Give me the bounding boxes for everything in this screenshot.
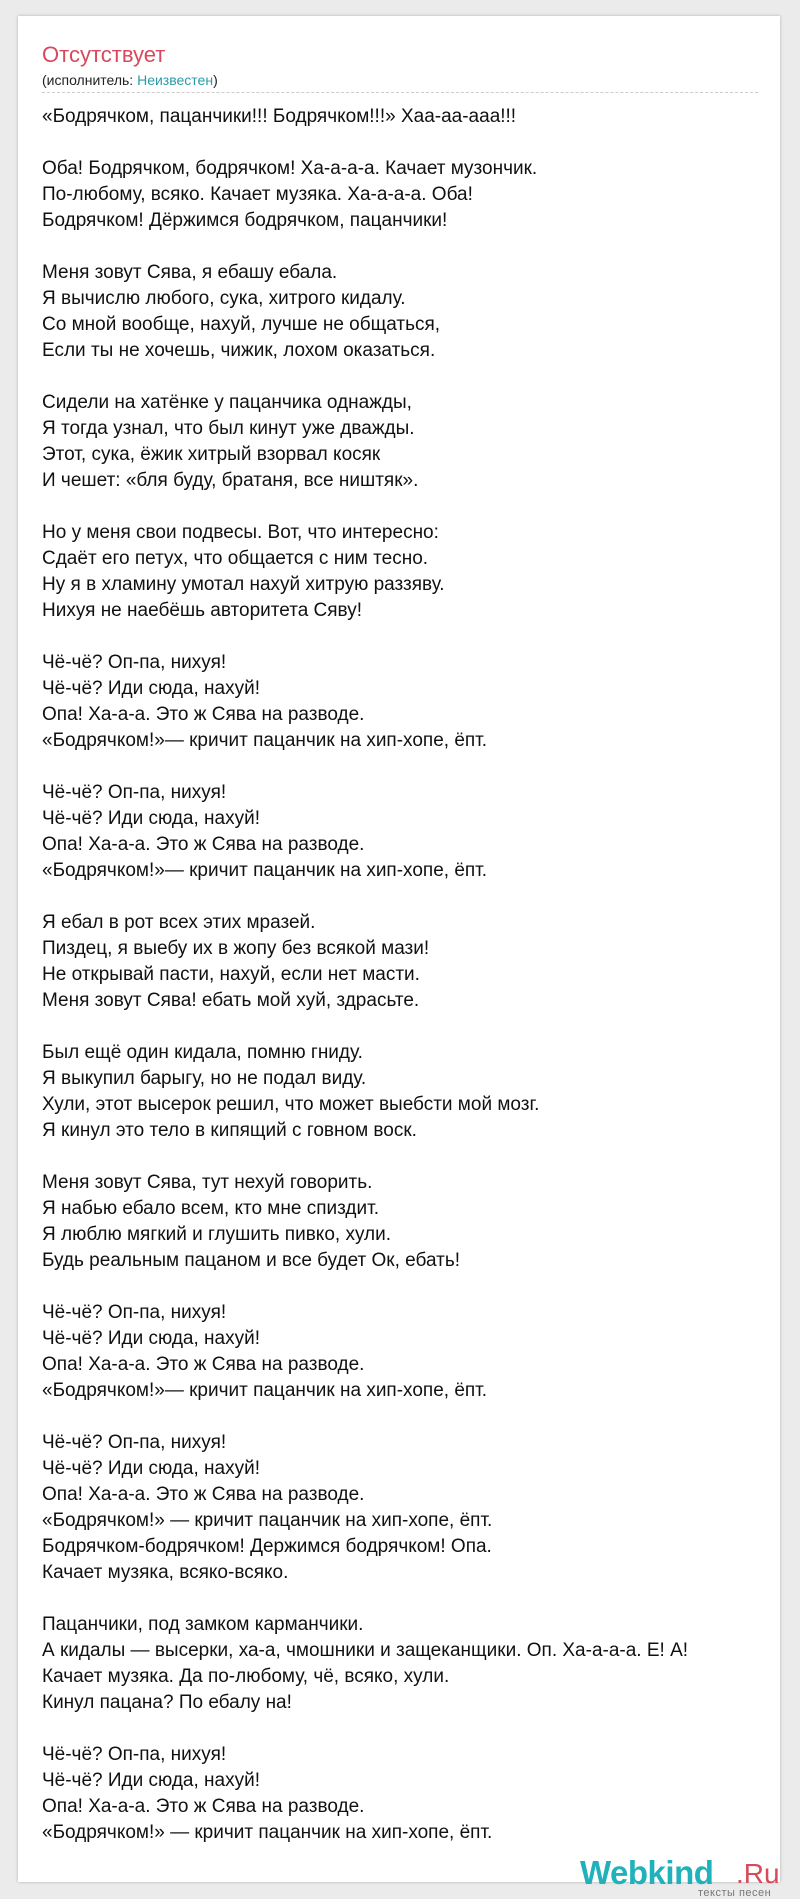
lyrics-line: Я выкупил барыгу, но не подал виду. bbox=[42, 1068, 367, 1089]
lyrics-line: Опа! Ха-а-а. Это ж Сява на разводе. bbox=[42, 704, 365, 725]
lyrics-line: Если ты не хочешь, чижик, лохом оказаться. bbox=[42, 340, 436, 361]
lyrics-line: Чё-чё? Иди сюда, нахуй! bbox=[42, 1770, 260, 1791]
lyrics-line: Чё-чё? Оп-па, нихуя! bbox=[42, 1432, 227, 1453]
lyrics-line: Кинул пацана? По ебалу на! bbox=[42, 1692, 292, 1713]
artist-line bbox=[42, 72, 218, 88]
lyrics-stanza bbox=[42, 1430, 762, 1586]
lyrics-stanza bbox=[42, 650, 762, 754]
artist-prefix: (исполнитель: bbox=[42, 72, 138, 88]
lyrics-line: Опа! Ха-а-а. Это ж Сява на разводе. bbox=[42, 1354, 365, 1375]
lyrics-line: Пацанчики, под замком карманчики. bbox=[42, 1614, 364, 1635]
lyrics-line: Но у меня свои подвесы. Вот, что интересно: bbox=[42, 522, 439, 543]
lyrics-line: Со мной вообще, нахуй, лучше не общаться, bbox=[42, 314, 441, 335]
artist-link[interactable]: Неизвестен bbox=[137, 72, 214, 88]
lyrics-line: Бодрячком! Дёржимся бодрячком, пацанчики! bbox=[42, 210, 448, 231]
lyrics-line: «Бодрячком!»— кричит пацанчик на хип-хопе, ёпт. bbox=[42, 1380, 488, 1401]
lyrics-line: Был ещё один кидала, помню гниду. bbox=[42, 1042, 363, 1063]
lyrics-line: Нихуя не наебёшь авторитета Сяву! bbox=[42, 600, 363, 621]
lyrics-line: Чё-чё? Оп-па, нихуя! bbox=[42, 1744, 227, 1765]
lyrics-line: Пиздец, я выебу их в жопу без всякой мази! bbox=[42, 938, 430, 959]
song-title: Отсутствует bbox=[42, 42, 166, 67]
lyrics-body bbox=[42, 104, 762, 1872]
lyrics-line: «Бодрячком!» — кричит пацанчик на хип-хопе, ёпт. bbox=[42, 1510, 493, 1531]
lyrics-line: Чё-чё? Оп-па, нихуя! bbox=[42, 1302, 227, 1323]
lyrics-line: Опа! Ха-а-а. Это ж Сява на разводе. bbox=[42, 1484, 365, 1505]
webkind-logo[interactable] bbox=[580, 1854, 790, 1898]
song-card bbox=[18, 16, 780, 1899]
logo-tagline: тексты песен bbox=[698, 1887, 772, 1899]
lyrics-line: Сидели на хатёнке у пацанчика однажды, bbox=[42, 392, 412, 413]
lyrics-line: Оба! Бодрячком, бодрячком! Ха-а-а-а. Качает музончик. bbox=[42, 158, 538, 179]
logo-word: Webkind bbox=[580, 1854, 714, 1891]
lyrics-line: Я ебал в рот всех этих мразей. bbox=[42, 912, 316, 933]
lyrics-line: Я тогда узнал, что был кинут уже дважды. bbox=[42, 418, 415, 439]
lyrics-line: Чё-чё? Иди сюда, нахуй! bbox=[42, 678, 260, 699]
lyrics-line: Этот, сука, ёжик хитрый взорвал косяк bbox=[42, 444, 381, 465]
lyrics-line: Не открывай пасти, нахуй, если нет масти. bbox=[42, 964, 420, 985]
lyrics-line: Качает музяка, всяко-всяко. bbox=[42, 1562, 289, 1583]
title-divider bbox=[42, 92, 758, 93]
lyrics-line: Опа! Ха-а-а. Это ж Сява на разводе. bbox=[42, 834, 365, 855]
lyrics-stanza bbox=[42, 1300, 762, 1404]
lyrics-stanza bbox=[42, 780, 762, 884]
lyrics-line: Будь реальным пацаном и все будет Ок, ебать! bbox=[42, 1250, 460, 1271]
lyrics-line: Опа! Ха-а-а. Это ж Сява на разводе. bbox=[42, 1796, 365, 1817]
lyrics-stanza bbox=[42, 104, 762, 130]
lyrics-line: Ну я в хламину умотал нахуй хитрую раззяву. bbox=[42, 574, 445, 595]
lyrics-line: Чё-чё? Иди сюда, нахуй! bbox=[42, 808, 260, 829]
lyrics-stanza bbox=[42, 390, 762, 494]
lyrics-line: А кидалы — высерки, ха-а, чмошники и защеканщики. Оп. Ха-а-а-а. Е! А! bbox=[42, 1640, 689, 1661]
lyrics-line: «Бодрячком!»— кричит пацанчик на хип-хопе, ёпт. bbox=[42, 860, 488, 881]
lyrics-stanza bbox=[42, 1742, 762, 1846]
lyrics-line: «Бодрячком!» — кричит пацанчик на хип-хопе, ёпт. bbox=[42, 1822, 493, 1843]
lyrics-line: Хули, этот высерок решил, что может выебсти мой мозг. bbox=[42, 1094, 540, 1115]
lyrics-stanza bbox=[42, 260, 762, 364]
lyrics-line: Меня зовут Сява! ебать мой хуй, здрасьте. bbox=[42, 990, 420, 1011]
lyrics-line: Чё-чё? Оп-па, нихуя! bbox=[42, 652, 227, 673]
lyrics-stanza bbox=[42, 520, 762, 624]
lyrics-line: Меня зовут Сява, я ебашу ебала. bbox=[42, 262, 338, 283]
logo-tld: .Ru bbox=[736, 1858, 780, 1889]
lyrics-line: Чё-чё? Иди сюда, нахуй! bbox=[42, 1458, 260, 1479]
lyrics-line: Я набью ебало всем, кто мне спиздит. bbox=[42, 1198, 379, 1219]
lyrics-stanza bbox=[42, 1170, 762, 1274]
lyrics-line: Качает музяка. Да по-любому, чё, всяко, хули. bbox=[42, 1666, 450, 1687]
lyrics-line: Меня зовут Сява, тут нехуй говорить. bbox=[42, 1172, 373, 1193]
lyrics-stanza bbox=[42, 1040, 762, 1144]
lyrics-line: Бодрячком-бодрячком! Держимся бодрячком! Опа. bbox=[42, 1536, 492, 1557]
lyrics-line: По-любому, всяко. Качает музяка. Ха-а-а-а. Оба! bbox=[42, 184, 473, 205]
lyrics-stanza bbox=[42, 156, 762, 234]
lyrics-stanza bbox=[42, 1612, 762, 1716]
lyrics-line: Я кинул это тело в кипящий с говном воск. bbox=[42, 1120, 417, 1141]
lyrics-line: Чё-чё? Оп-па, нихуя! bbox=[42, 782, 227, 803]
lyrics-line: «Бодрячком, пацанчики!!! Бодрячком!!!» Хаа-аа-ааа!!! bbox=[42, 106, 517, 127]
lyrics-line: Чё-чё? Иди сюда, нахуй! bbox=[42, 1328, 260, 1349]
lyrics-line: «Бодрячком!»— кричит пацанчик на хип-хопе, ёпт. bbox=[42, 730, 488, 751]
lyrics-line: И чешет: «бля буду, братаня, все ништяк». bbox=[42, 470, 419, 491]
lyrics-line: Я люблю мягкий и глушить пивко, хули. bbox=[42, 1224, 392, 1245]
artist-suffix: ) bbox=[213, 72, 218, 88]
lyrics-line: Я вычислю любого, сука, хитрого кидалу. bbox=[42, 288, 406, 309]
lyrics-stanza bbox=[42, 910, 762, 1014]
lyrics-line: Сдаёт его петух, что общается с ним тесно. bbox=[42, 548, 429, 569]
